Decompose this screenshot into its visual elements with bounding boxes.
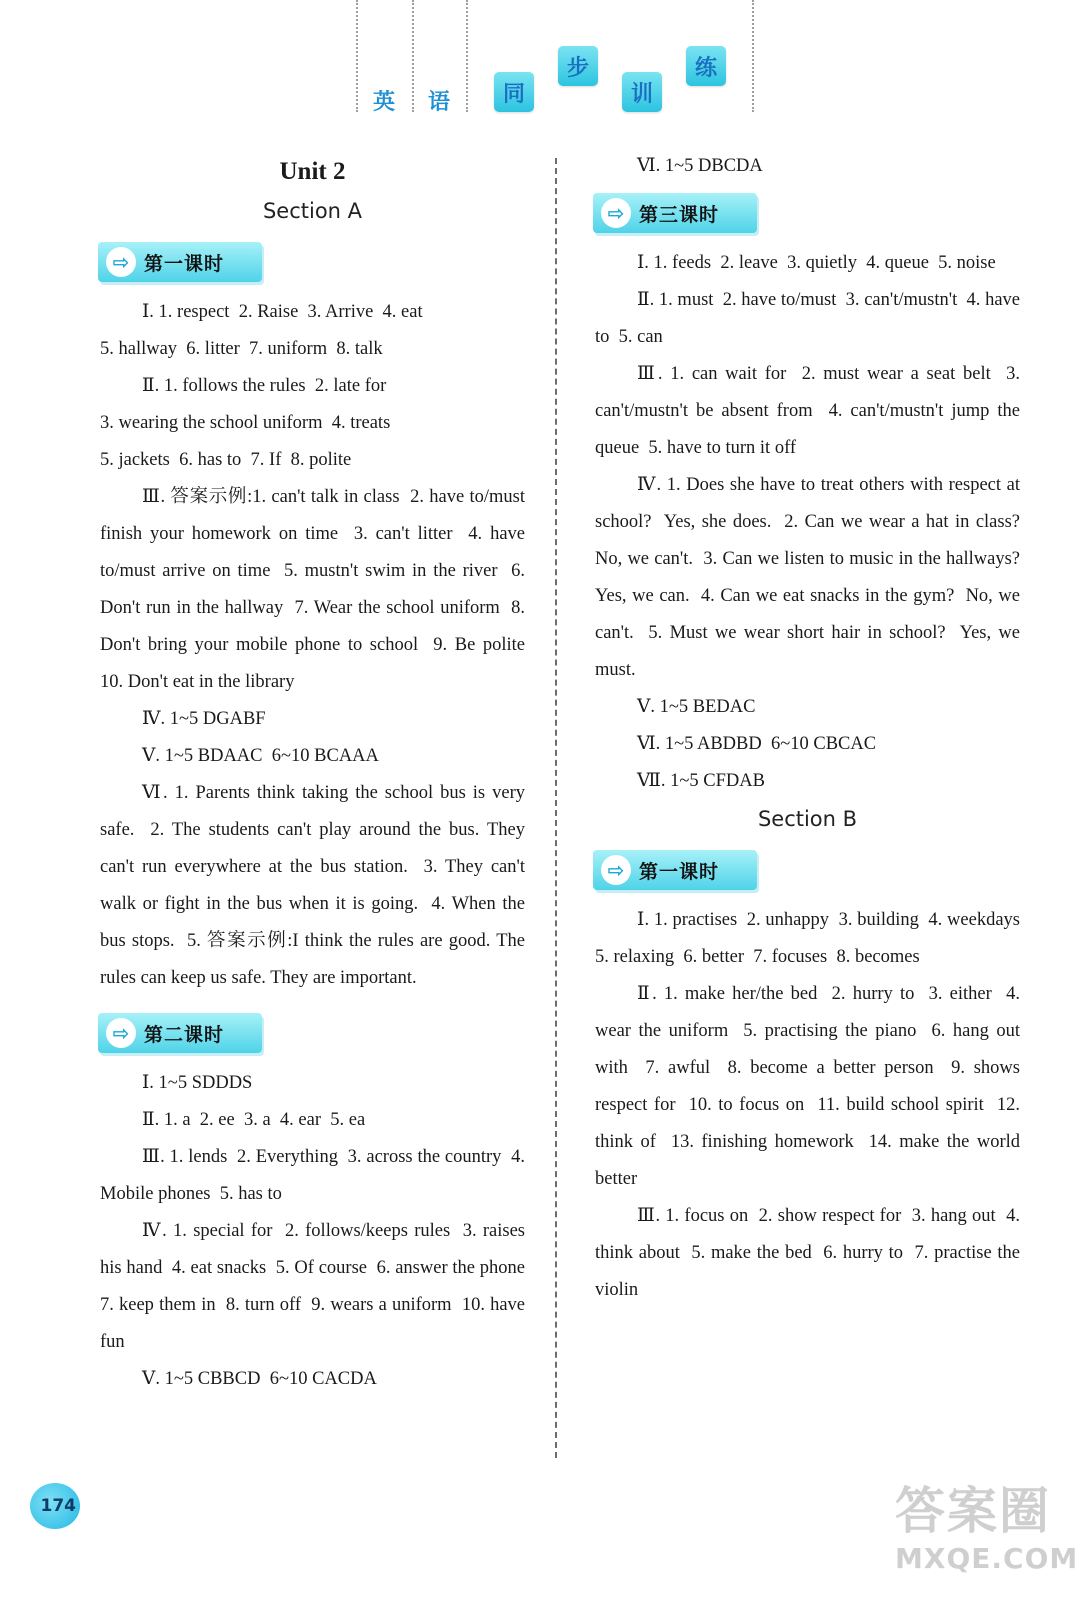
answer-line: Ⅲ. 1. can wait for 2. must wear a seat belt 3. can't/mustn't be absent from 4. can't/mustn't jump the queue 5. have to turn it off (595, 364, 1025, 458)
column-divider (555, 158, 557, 1458)
header-guide-line (356, 0, 358, 112)
right-column (595, 148, 1030, 1309)
answer-line: Ⅳ. 1. Does she have to treat others with respect at school? Yes, she does. 2. Can we wear a hat in class? No, we can't. 3. Can we listen to music in the hallways? Yes, we can. 4. Can we eat snacks in the gym? No, we can't. 5. Must we wear short hair in school? Yes, we must. (595, 475, 1030, 680)
answer-line: Ⅰ. 1. feeds 2. leave 3. quietly 4. queue 5. noise (637, 253, 996, 273)
header-series-box: 步 (558, 46, 598, 86)
answer-line: Ⅰ. 1. respect 2. Raise 3. Arrive 4. eat (142, 302, 423, 322)
lesson-banner (593, 193, 757, 233)
answer-line: Ⅴ. 1~5 BEDAC (637, 697, 756, 717)
answer-line: Ⅲ. 1. lends 2. Everything 3. across the country 4. Mobile phones 5. has to (100, 1147, 530, 1204)
answer-block (100, 294, 535, 997)
answer-line: Ⅲ. 1. focus on 2. show respect for 3. hang out 4. think about 5. make the bed 6. hurry to 7. practise the violin (595, 1206, 1025, 1300)
lesson-label: 第三课时 (639, 203, 720, 226)
answer-line: Ⅱ. 1. follows the rules 2. late for (142, 376, 387, 396)
answer-line: Ⅵ. 1~5 ABDBD 6~10 CBCAC (637, 734, 877, 754)
lesson-banner (98, 242, 262, 282)
answer-line: Ⅰ. 1. practises 2. unhappy 3. building 4. weekdays 5. relaxing 6. better 7. focuses 8. becomes (595, 910, 1030, 967)
answer-line: Ⅵ. 1~5 DBCDA (637, 156, 763, 176)
answer-line: Ⅱ. 1. make her/the bed 2. hurry to 3. either 4. wear the uniform 5. practising the piano 6. hang out with 7. awful 8. become a better person 9. shows respect for 10. to focus on 11. build school spirit 12. think of 13. finishing homework 14. make the world better (595, 984, 1025, 1189)
answer-line: Ⅶ. 1~5 CFDAB (637, 771, 765, 791)
header-series-box: 训 (622, 72, 662, 112)
watermark-logo (895, 1480, 1079, 1590)
page-header (0, 0, 1090, 125)
watermark-url: MXQE.COM (895, 1542, 1079, 1575)
header-guide-line (412, 0, 414, 112)
arrow-right-icon: ⇨ (601, 198, 631, 228)
answer-line: 3. wearing the school uniform 4. treats (100, 413, 391, 433)
answer-line: 5. jackets 6. has to 7. If 8. polite (100, 450, 352, 470)
lesson-banner (98, 1013, 262, 1053)
answer-line: Ⅰ. 1~5 SDDDS (142, 1073, 253, 1093)
header-series-box: 练 (686, 46, 726, 86)
header-subject-char: 英 (373, 90, 396, 115)
header-guide-line (466, 0, 468, 112)
lesson-label: 第一课时 (144, 252, 225, 275)
page-number: 174 (30, 1483, 80, 1529)
answer-line: Ⅲ. 答案示例:1. can't talk in class 2. have to/must finish your homework on time 3. can't litter 4. have to/must arrive on time 5. mustn't swim in the river 6. Don't run in the hallway 7. Wear the school uniform 8. Don't bring your mobile phone to school 9. Be polite 10. Don't eat in the library (100, 487, 535, 692)
answer-line: Ⅱ. 1. a 2. ee 3. a 4. ear 5. ea (142, 1110, 366, 1130)
left-column (100, 148, 535, 1398)
arrow-right-icon: ⇨ (106, 1018, 136, 1048)
header-guide-line (752, 0, 754, 112)
arrow-right-icon: ⇨ (601, 855, 631, 885)
header-series-box: 同 (494, 72, 534, 112)
lesson-label: 第一课时 (639, 860, 720, 883)
answer-line: Ⅴ. 1~5 BDAAC 6~10 BCAAA (142, 746, 379, 766)
watermark-text: 答案圈 (895, 1482, 1051, 1540)
section-title: Section A (262, 199, 363, 223)
answer-line: Ⅵ. 1. Parents think taking the school bus is very safe. 2. The students can't play around the bus. They can't run everywhere at the bus station. 3. They can't walk or fight in the bus when it is going. 4. When the bus stops. 5. 答案示例:I think the rules are good. The rules can keep us safe. They are important. (100, 783, 530, 988)
unit-title: Unit 2 (279, 158, 346, 185)
answer-block (595, 902, 1030, 1309)
section-title: Section B (757, 807, 858, 831)
answer-line: 5. hallway 6. litter 7. uniform 8. talk (100, 339, 383, 359)
lesson-label: 第二课时 (144, 1023, 225, 1046)
answer-line: Ⅱ. 1. must 2. have to/must 3. can't/mustn't 4. have to 5. can (595, 290, 1025, 347)
lesson-banner (593, 850, 757, 890)
answer-line: Ⅳ. 1~5 DGABF (142, 709, 266, 729)
answer-line: Ⅴ. 1~5 CBBCD 6~10 CACDA (142, 1369, 377, 1389)
answer-block (595, 148, 1020, 185)
answer-block (595, 245, 1030, 800)
arrow-right-icon: ⇨ (106, 247, 136, 277)
answer-line: Ⅳ. 1. special for 2. follows/keeps rules 3. raises his hand 4. eat snacks 5. Of course 6. answer the phone 7. keep them in 8. turn off 9. wears a uniform 10. have fun (100, 1221, 535, 1352)
answer-block (100, 1065, 535, 1398)
header-subject-char: 语 (428, 90, 451, 115)
